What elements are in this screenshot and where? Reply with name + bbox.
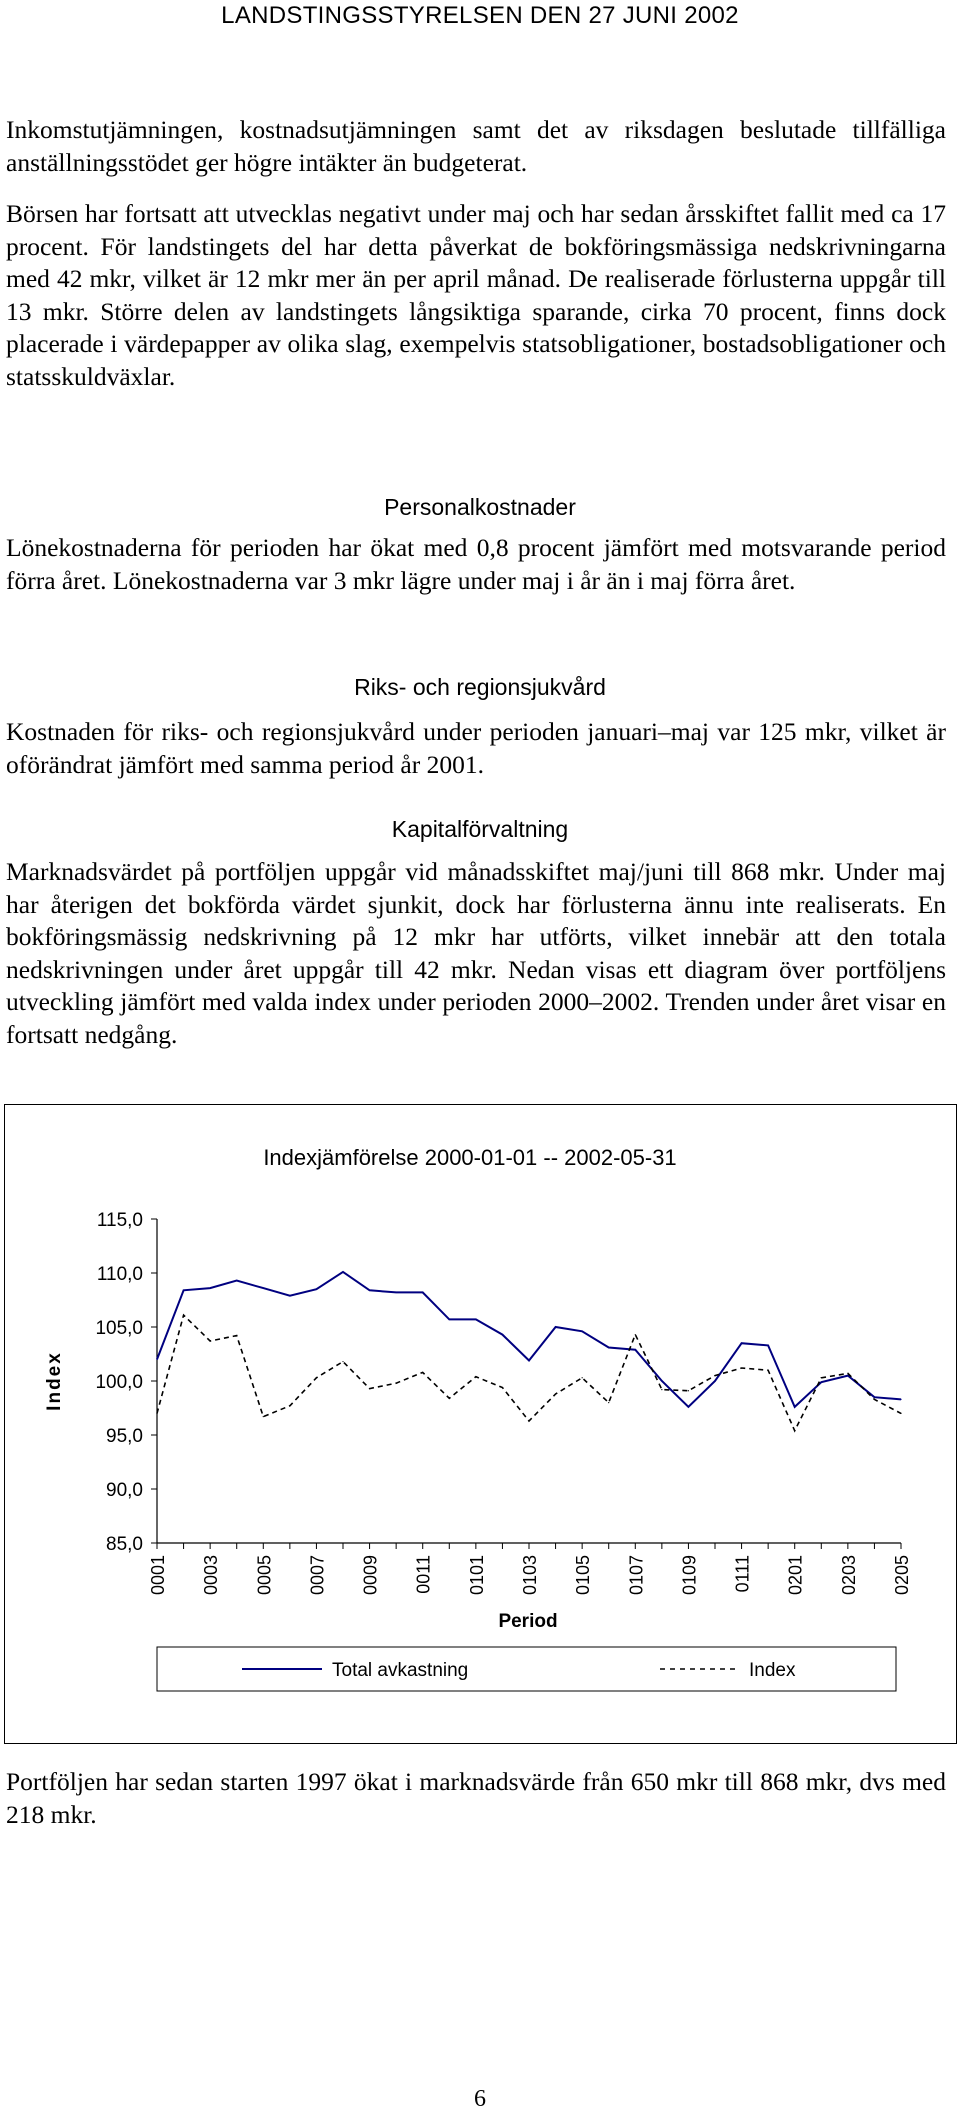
heading-personnel-costs: Personalkostnader (384, 494, 576, 520)
data-point (183, 1290, 184, 1291)
data-point (316, 1289, 317, 1290)
x-tick-label: 0003 (201, 1555, 222, 1596)
data-point (741, 1367, 742, 1368)
data-point (555, 1393, 556, 1394)
y-tick-label: 105,0 (95, 1318, 143, 1339)
data-point (847, 1373, 848, 1374)
data-point (582, 1331, 583, 1332)
chart-series (156, 1271, 901, 1431)
data-point (874, 1397, 875, 1398)
data-point (316, 1377, 317, 1378)
data-point (502, 1334, 503, 1335)
chart-canvas (5, 1105, 955, 1741)
data-point (661, 1380, 662, 1381)
data-point (263, 1416, 264, 1417)
data-point (369, 1388, 370, 1389)
x-tick-label: 0203 (838, 1555, 859, 1596)
data-point (396, 1292, 397, 1293)
data-point (821, 1381, 822, 1382)
data-point (183, 1315, 184, 1316)
data-point (768, 1345, 769, 1346)
data-point (635, 1334, 636, 1335)
data-point (874, 1399, 875, 1400)
data-point (741, 1343, 742, 1344)
legend-label-total: Total avkastning (332, 1660, 469, 1681)
heading-capital-management: Kapitalförvaltning (391, 816, 569, 842)
data-point (847, 1375, 848, 1376)
x-tick-label: 0009 (360, 1555, 381, 1596)
data-point (369, 1290, 370, 1291)
data-point (449, 1398, 450, 1399)
data-point (528, 1420, 529, 1421)
chart-legend (157, 1647, 896, 1691)
data-point (289, 1405, 290, 1406)
data-point (635, 1349, 636, 1350)
index-comparison-chart (4, 1104, 957, 1744)
paragraph-stock-market: Börsen har fortsatt att utvecklas negativt under maj och har sedan årsskiftet fallit med ca 17 procent. För landstingets del har detta påverkat de bokföringsmässiga nedskrivningarna med 42 mkr, vilket är 12 mkr mer än per april månad. De realiserade förlusterna uppgår till 13 mkr. Större delen av landstingets långsiktiga sparande, cirka 70 procent, finns dock placerade i värdepapper av olika slag, exempelvis statsobligationer, bostadsobligationer och statsskuldväxlar. (6, 199, 946, 391)
data-point (714, 1375, 715, 1376)
series-line-index (157, 1315, 901, 1431)
data-point (210, 1288, 211, 1289)
data-point (342, 1361, 343, 1362)
data-point (900, 1399, 901, 1400)
data-point (156, 1413, 157, 1414)
heading-national-care: Riks- och regionsjukvård (354, 674, 606, 700)
x-tick-label: 0011 (413, 1555, 434, 1594)
paragraph-income: Inkomstutjämningen, kostnadsutjämningen samt det av riksdagen beslutade tillfälliga anställningsstödet ger högre intäkter än budgeterat. (6, 115, 946, 177)
y-tick-label: 100,0 (95, 1372, 143, 1393)
data-point (528, 1360, 529, 1361)
data-point (900, 1413, 901, 1414)
data-point (502, 1387, 503, 1388)
y-tick-label: 95,0 (106, 1426, 143, 1447)
x-tick-label: 0111 (732, 1555, 753, 1593)
data-point (555, 1326, 556, 1327)
x-tick-label: 0105 (573, 1555, 594, 1596)
y-tick-label: 110,0 (96, 1264, 143, 1285)
paragraph-personnel-costs: Lönekostnaderna för perioden har ökat med 0,8 procent jämfört med motsvarande period förra året. Lönekostnaderna var 3 mkr lägre under maj i år än i maj förra året. (6, 533, 946, 595)
data-point (475, 1376, 476, 1377)
data-point (396, 1383, 397, 1384)
paragraph-national-care: Kostnaden för riks- och regionsjukvård under perioden januari–maj var 125 mkr, vilket är oförändrat jämfört med samma period år 2001. (6, 717, 946, 779)
y-tick-label: 85,0 (106, 1534, 143, 1555)
x-axis-label: Period (498, 1611, 558, 1632)
data-point (714, 1380, 715, 1381)
data-point (688, 1406, 689, 1407)
y-axis-label: Index (44, 1351, 65, 1411)
data-point (608, 1347, 609, 1348)
x-tick-label: 0201 (785, 1555, 806, 1596)
x-tick-label: 0007 (307, 1555, 328, 1596)
data-point (236, 1280, 237, 1281)
data-point (422, 1292, 423, 1293)
x-tick-label: 0107 (626, 1555, 647, 1596)
page-number: 6 (474, 2086, 486, 2112)
y-tick-label: 115,0 (96, 1210, 143, 1231)
data-point (422, 1372, 423, 1373)
legend-label-index: Index (749, 1660, 796, 1681)
chart-title: Indexjämförelse 2000-01-01 -- 2002-05-31 (263, 1145, 677, 1170)
page-header: LANDSTINGSSTYRELSEN DEN 27 JUNI 2002 (221, 2, 739, 29)
series-line-total-avkastning (157, 1272, 901, 1407)
data-point (449, 1319, 450, 1320)
data-point (608, 1402, 609, 1403)
x-tick-label: 0205 (892, 1555, 912, 1596)
x-tick-label: 0101 (466, 1555, 487, 1596)
data-point (289, 1295, 290, 1296)
x-tick-label: 0103 (520, 1555, 540, 1596)
y-tick-label: 90,0 (106, 1480, 143, 1501)
data-point (688, 1390, 689, 1391)
data-point (475, 1319, 476, 1320)
data-point (794, 1430, 795, 1431)
data-point (821, 1377, 822, 1378)
chart-axes (95, 1210, 912, 1595)
data-point (794, 1406, 795, 1407)
data-point (342, 1271, 343, 1272)
data-point (661, 1389, 662, 1390)
x-tick-label: 0001 (148, 1555, 168, 1596)
paragraph-capital-management: Marknadsvärdet på portföljen uppgår vid månadsskiftet maj/juni till 868 mkr. Under maj har återigen det bokförda värdet sjunkit, dock har förlusterna ännu inte realiserats. En bokföringsmässig nedskrivning på 12 mkr har utförts, vilket innebär att den totala nedskrivningen under året uppgår till 42 mkr. Nedan visas ett diagram över portföljens utveckling jämfört med valda index under perioden 2000–2002. Trenden under året visar en fortsatt nedgång. (6, 857, 946, 1049)
data-point (236, 1335, 237, 1336)
paragraph-portfolio-growth: Portföljen har sedan starten 1997 ökat i marknadsvärde från 650 mkr till 868 mkr, dvs med 218 mkr. (6, 1767, 946, 1829)
x-tick-label: 0109 (679, 1555, 700, 1596)
data-point (263, 1288, 264, 1289)
data-point (768, 1370, 769, 1371)
data-point (156, 1359, 157, 1360)
data-point (210, 1340, 211, 1341)
data-point (582, 1377, 583, 1378)
x-tick-label: 0005 (254, 1555, 275, 1596)
